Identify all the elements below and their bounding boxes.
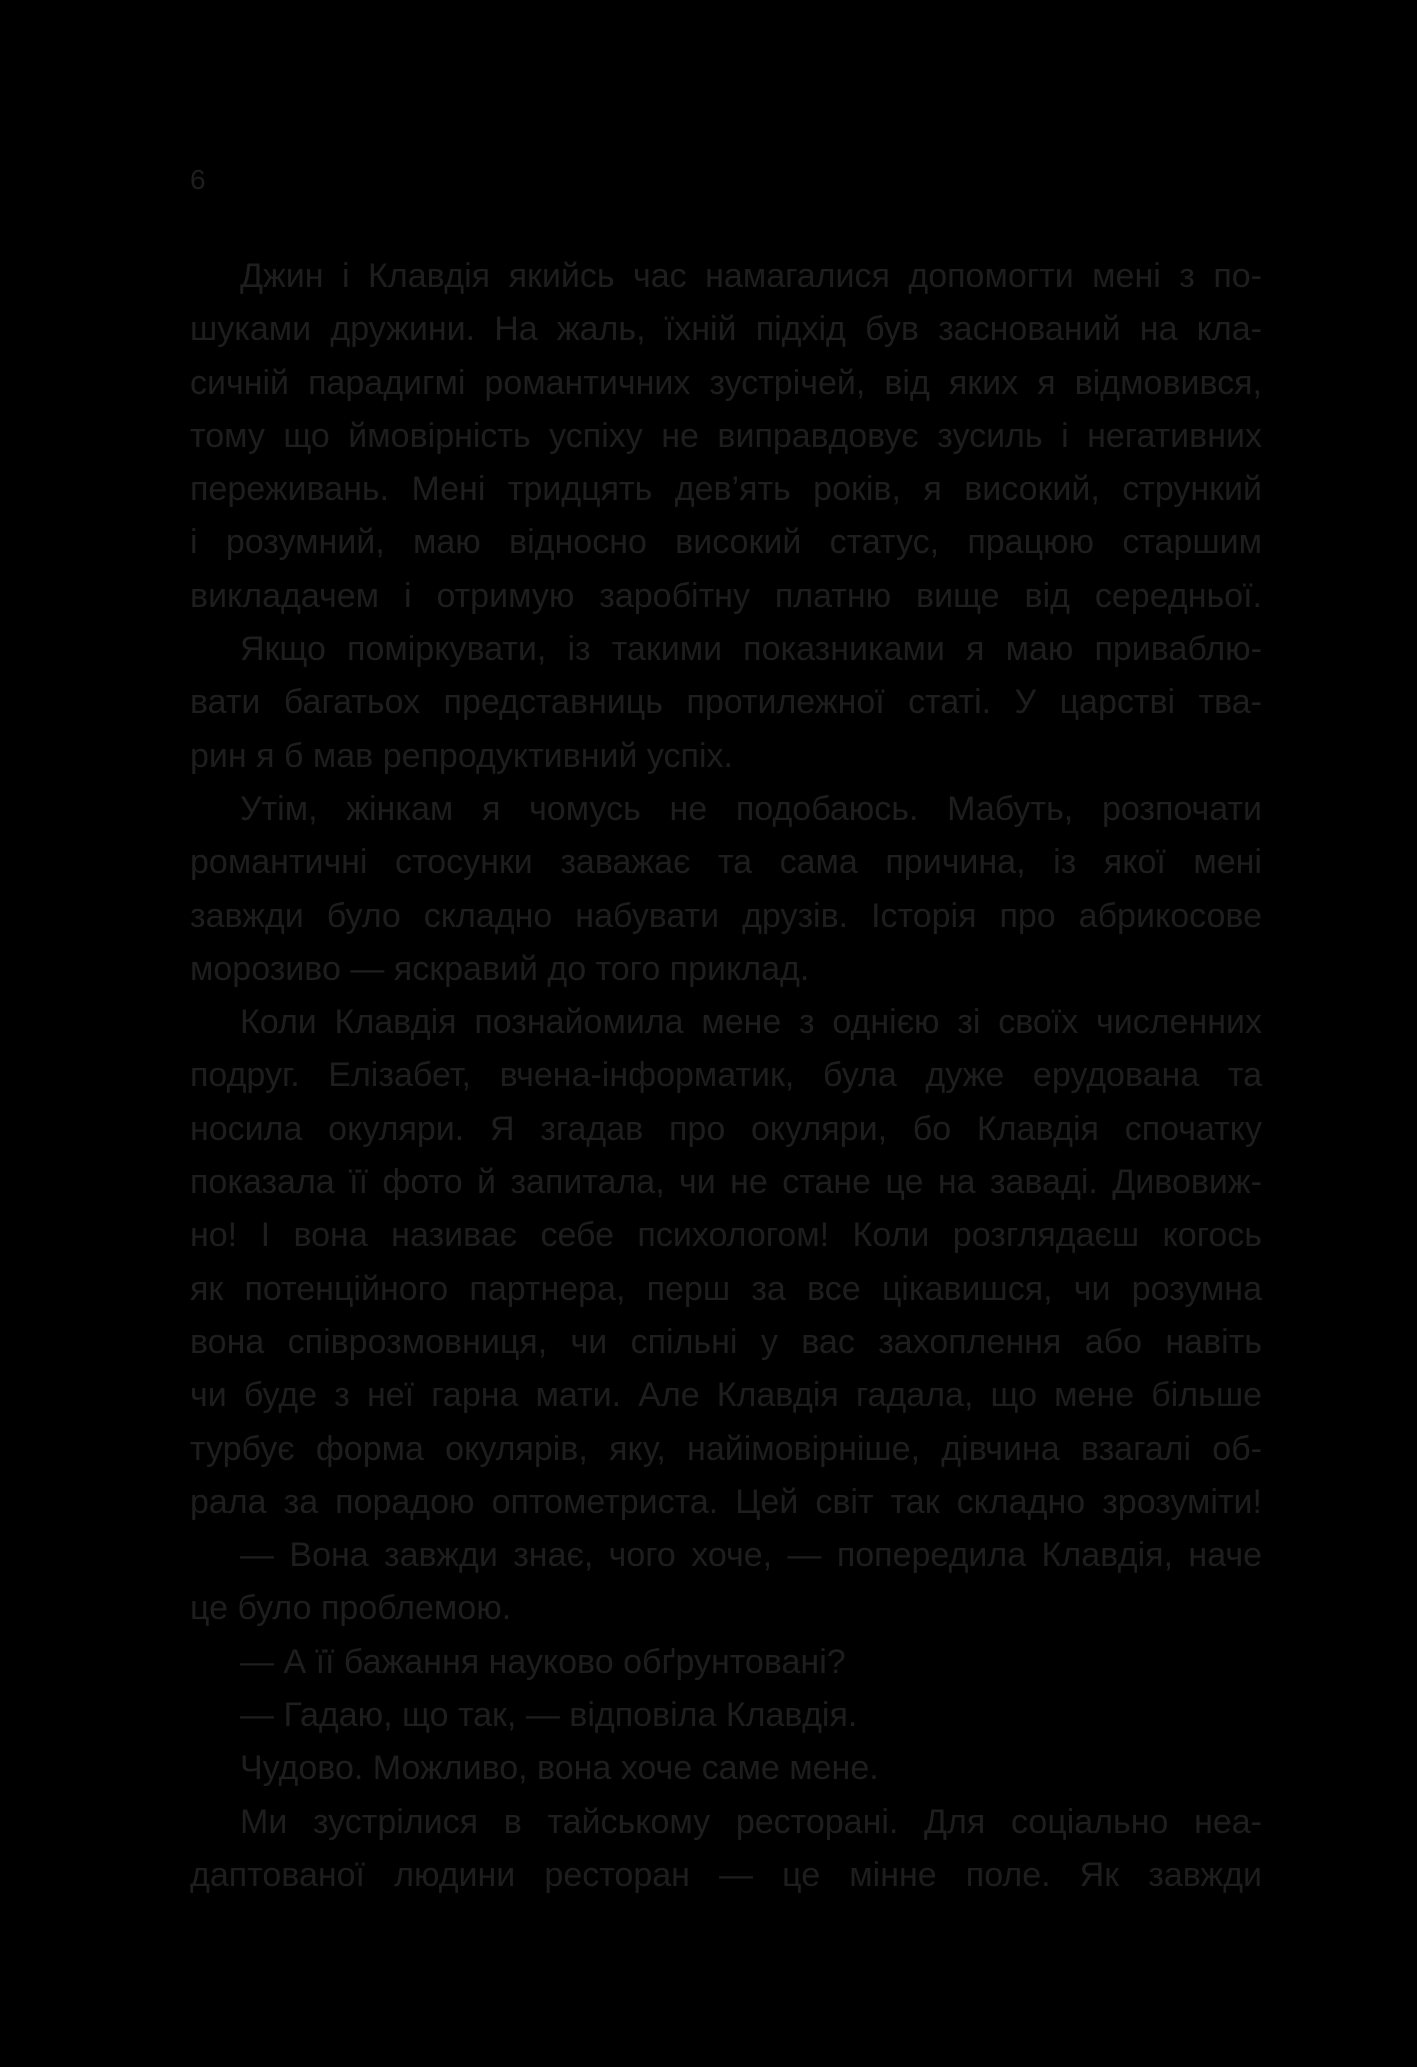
text-line: турбує форма окулярів, яку, найімовірніше, дівчина взагалі об- [190,1429,1262,1468]
body-text [190,250,1262,1902]
text-line: — А її бажання науково обґрунтовані? [240,1642,846,1681]
text-line: викладачем і отримую заробітну платню вище від середньої. [190,576,1262,615]
text-line: Якщо поміркувати, із такими показниками я маю приваблю- [240,630,1262,669]
text-line: — Вона завжди знає, чого хоче, — попередила Клавдія, наче [240,1536,1262,1575]
text-line: Коли Клавдія познайомила мене з однією зі своїх численних [240,1003,1262,1042]
text-line: — Гадаю, що так, — відповіла Клавдія. [240,1696,858,1735]
text-line: вати багатьох представниць протилежної статі. У царстві тва- [190,683,1262,722]
text-line: даптованої людини ресторан — це мінне поле. Як завжди [190,1855,1262,1894]
text-line: рала за порадою оптометриста. Цей світ так складно зрозуміти! [190,1482,1262,1521]
text-line: показала її фото й запитала, чи не стане це на заваді. Дивовиж- [190,1163,1262,1202]
text-line: Чудово. Можливо, вона хоче саме мене. [240,1749,879,1788]
text-line: морозиво — яскравий до того приклад. [190,949,810,988]
text-line: Джин і Клавдія якийсь час намагалися допомогти мені з по- [240,257,1262,295]
text-line: подруг. Елізабет, вчена-інформатик, була дуже ерудована та [190,1056,1262,1095]
text-line: завжди було складно набувати друзів. Історія про абрикосове [190,896,1262,935]
text-line: Ми зустрілися в тайському ресторані. Для соціально неа- [240,1802,1262,1841]
text-line: тому що ймовірність успіху не виправдовує зусиль і негативних [190,416,1262,455]
text-line: і розумний, маю відносно високий статус, працюю старшим [190,523,1262,562]
text-line: це було проблемою. [190,1589,512,1628]
text-line: Утім, жінкам я чомусь не подобаюсь. Мабуть, розпочати [240,789,1262,828]
text-line: вона співрозмовниця, чи спільні у вас захоплення або навіть [190,1322,1262,1361]
text-line: як потенційного партнера, перш за все цікавишся, чи розумна [190,1269,1262,1308]
text-line: переживань. Мені тридцять дев’ять років, я високий, стрункий [190,470,1262,509]
text-line: но! І вона називає себе психологом! Коли розглядаєш когось [190,1216,1262,1255]
text-line: рин я б мав репродуктивний успіх. [190,736,733,775]
text-line: романтичні стосунки заважає та сама причина, із якої мені [190,843,1262,882]
text-line: носила окуляри. Я згадав про окуляри, бо Клавдія спочатку [190,1109,1262,1148]
text-line: шуками дружини. На жаль, їхній підхід був заснований на кла- [190,310,1262,349]
page-number: 6 [190,164,206,195]
text-line: сичній парадигмі романтичних зустрічей, від яких я відмовився, [190,363,1262,402]
text-line: чи буде з неї гарна мати. Але Клавдія гадала, що мене більше [190,1376,1262,1415]
